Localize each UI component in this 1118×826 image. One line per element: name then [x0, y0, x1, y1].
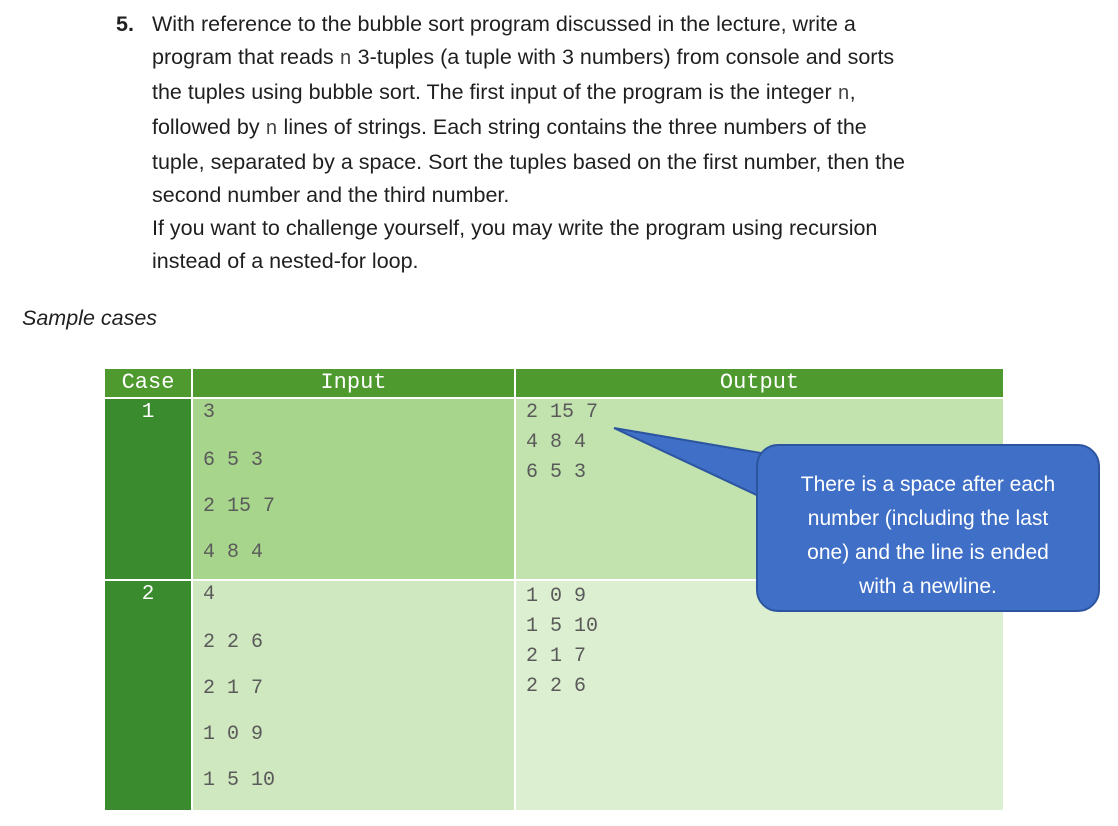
output-line: 2 1 7	[526, 645, 587, 668]
callout-line: There is a space after each	[800, 473, 1056, 496]
case-number: 2	[105, 581, 191, 810]
input-line: 4	[203, 583, 216, 606]
input-line: 6 5 3	[203, 449, 264, 472]
header-output: Output	[516, 369, 1003, 397]
header-input: Input	[193, 369, 514, 397]
question-line: If you want to challenge yourself, you may write the program using recursion	[152, 216, 878, 240]
question-line: instead of a nested-for loop.	[152, 249, 419, 273]
output-line: 4 8 4	[526, 431, 587, 454]
input-line: 3	[203, 401, 216, 424]
sample-cases-heading: Sample cases	[22, 306, 158, 330]
question-number: 5.	[116, 12, 134, 36]
input-line: 2 2 6	[203, 631, 264, 654]
callout-line: number (including the last	[807, 507, 1049, 530]
callout-line: one) and the line is ended	[807, 541, 1049, 564]
question-line: tuple, separated by a space. Sort the tuples based on the first number, then the	[152, 150, 905, 174]
question-line: program that reads n 3-tuples (a tuple with 3 numbers) from console and sorts	[152, 45, 895, 71]
input-line: 1 0 9	[203, 723, 264, 746]
output-line: 6 5 3	[526, 461, 587, 484]
callout-line: with a newline.	[859, 575, 997, 598]
output-line: 1 0 9	[526, 585, 587, 608]
annotation-callout	[756, 444, 1100, 612]
question-line: second number and the third number.	[152, 183, 510, 207]
output-line: 1 5 10	[526, 615, 599, 638]
output-line: 2 15 7	[526, 401, 599, 424]
question-line: followed by n lines of strings. Each string contains the three numbers of the	[152, 115, 867, 141]
input-line: 2 1 7	[203, 677, 264, 700]
input-line: 2 15 7	[203, 495, 276, 518]
output-line: 2 2 6	[526, 675, 587, 698]
case-number: 1	[105, 399, 191, 579]
input-line: 4 8 4	[203, 541, 264, 564]
question-line: the tuples using bubble sort. The first input of the program is the integer n,	[152, 80, 856, 106]
header-case: Case	[105, 369, 191, 397]
question-line: With reference to the bubble sort program discussed in the lecture, write a	[152, 12, 856, 36]
input-line: 1 5 10	[203, 769, 276, 792]
